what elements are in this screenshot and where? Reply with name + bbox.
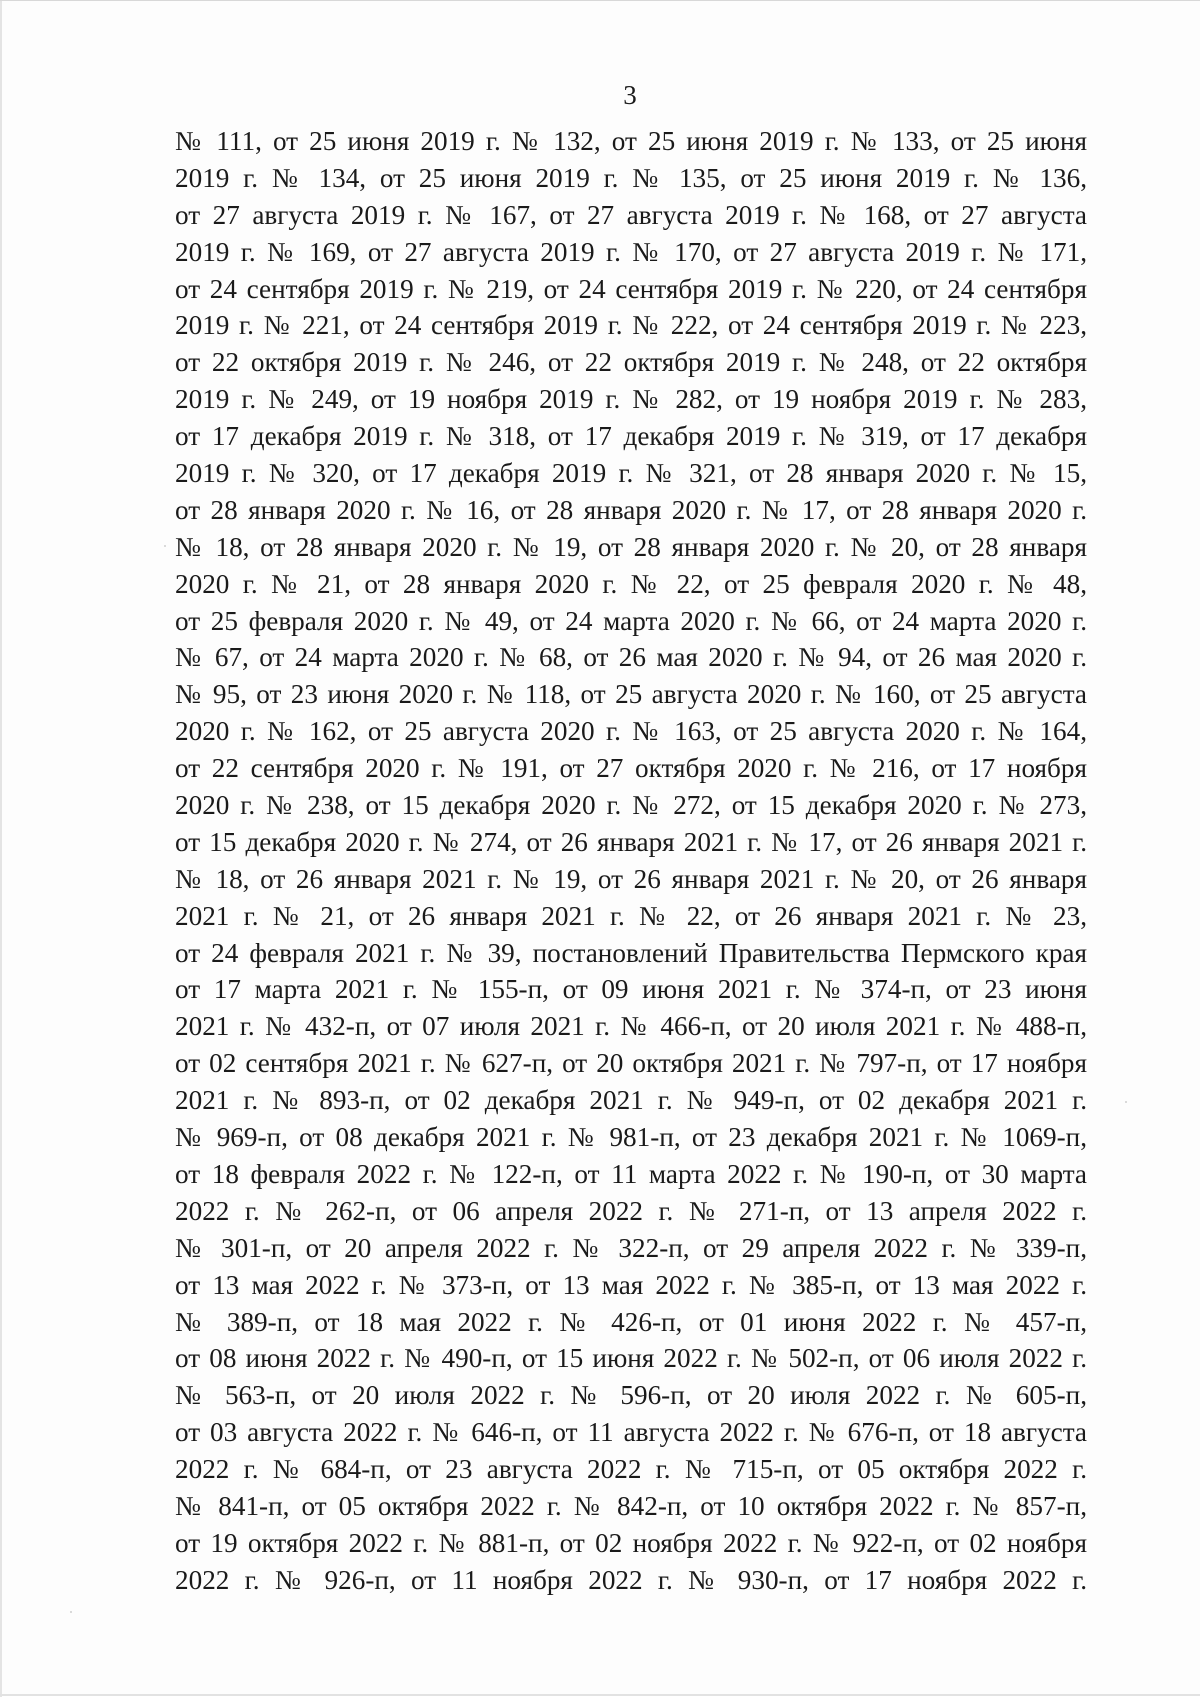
text-line: № 563-п, от 20 июля 2022 г. № 596-п, от 20 июля 2022 г. № 605-п, [175,1380,1087,1411]
scan-speck [164,545,166,547]
text-line: от 02 сентября 2021 г. № 627-п, от 20 октября 2021 г. № 797-п, от 17 ноября [175,1048,1087,1079]
text-line: 2019 г. № 169, от 27 августа 2019 г. № 170, от 27 августа 2019 г. № 171, [175,236,1087,267]
text-line: № 301-п, от 20 апреля 2022 г. № 322-п, от 29 апреля 2022 г. № 339-п, [175,1232,1087,1263]
text-line: № 841-п, от 05 октября 2022 г. № 842-п, от 10 октября 2022 г. № 857-п, [175,1490,1087,1521]
text-line: от 19 октября 2022 г. № 881-п, от 02 ноября 2022 г. № 922-п, от 02 ноября [175,1527,1087,1558]
text-line: 2020 г. № 162, от 25 августа 2020 г. № 163, от 25 августа 2020 г. № 164, [175,716,1087,747]
text-line: от 18 февраля 2022 г. № 122-п, от 11 марта 2022 г. № 190-п, от 30 марта [175,1158,1087,1189]
text-line: 2019 г. № 249, от 19 ноября 2019 г. № 282, от 19 ноября 2019 г. № 283, [175,384,1087,415]
text-line: 2019 г. № 320, от 17 декабря 2019 г. № 321, от 28 января 2020 г. № 15, [175,458,1087,489]
text-line: 2022 г. № 262-п, от 06 апреля 2022 г. № 271-п, от 13 апреля 2022 г. [175,1195,1087,1226]
text-line: от 17 марта 2021 г. № 155-п, от 09 июня 2021 г. № 374-п, от 23 июня [175,974,1087,1005]
document-body [175,123,1087,1599]
text-line: № 969-п, от 08 декабря 2021 г. № 981-п, от 23 декабря 2021 г. № 1069-п, [175,1122,1087,1153]
text-line: от 08 июня 2022 г. № 490-п, от 15 июня 2022 г. № 502-п, от 06 июля 2022 г. [175,1343,1087,1374]
text-line: 2022 г. № 926-п, от 11 ноября 2022 г. № 930-п, от 17 ноября 2022 г. [175,1564,1087,1595]
text-line: № 18, от 26 января 2021 г. № 19, от 26 января 2021 г. № 20, от 26 января [175,863,1087,894]
text-line: от 22 октября 2019 г. № 246, от 22 октября 2019 г. № 248, от 22 октября [175,347,1087,378]
scan-speck [70,1611,72,1613]
text-line: от 13 мая 2022 г. № 373-п, от 13 мая 2022 г. № 385-п, от 13 мая 2022 г. [175,1269,1087,1300]
text-line: от 25 февраля 2020 г. № 49, от 24 марта 2020 г. № 66, от 24 марта 2020 г. [175,605,1087,636]
text-line: № 67, от 24 марта 2020 г. № 68, от 26 мая 2020 г. № 94, от 26 мая 2020 г. [175,642,1087,673]
text-line: 2020 г. № 238, от 15 декабря 2020 г. № 272, от 15 декабря 2020 г. № 273, [175,790,1087,821]
text-line: 2021 г. № 893-п, от 02 декабря 2021 г. № 949-п, от 02 декабря 2021 г. [175,1085,1087,1116]
text-line: 2019 г. № 221, от 24 сентября 2019 г. № 222, от 24 сентября 2019 г. № 223, [175,310,1087,341]
text-line: № 111, от 25 июня 2019 г. № 132, от 25 июня 2019 г. № 133, от 25 июня [175,126,1087,156]
text-line: от 24 сентября 2019 г. № 219, от 24 сентября 2019 г. № 220, от 24 сентября [175,273,1087,304]
text-line: 2022 г. № 684-п, от 23 августа 2022 г. № 715-п, от 05 октября 2022 г. [175,1454,1087,1485]
text-line: № 18, от 28 января 2020 г. № 19, от 28 января 2020 г. № 20, от 28 января [175,531,1087,562]
text-line: от 03 августа 2022 г. № 646-п, от 11 августа 2022 г. № 676-п, от 18 августа [175,1417,1087,1448]
text-line: 2021 г. № 21, от 26 января 2021 г. № 22, от 26 января 2021 г. № 23, [175,900,1087,931]
text-line: 2019 г. № 134, от 25 июня 2019 г. № 135, от 25 июня 2019 г. № 136, [175,162,1087,193]
page-number: 3 [623,80,637,110]
text-line: от 24 февраля 2021 г. № 39, постановлений Правительства Пермского края [175,937,1087,968]
text-line: № 95, от 23 июня 2020 г. № 118, от 25 августа 2020 г. № 160, от 25 августа [175,679,1087,710]
text-line: 2020 г. № 21, от 28 января 2020 г. № 22, от 25 февраля 2020 г. № 48, [175,568,1087,599]
text-line: от 22 сентября 2020 г. № 191, от 27 октября 2020 г. № 216, от 17 ноября [175,753,1087,784]
text-line: от 28 января 2020 г. № 16, от 28 января 2020 г. № 17, от 28 января 2020 г. [175,494,1087,525]
scan-edge-left [0,1,2,1697]
scan-speck [1125,1101,1127,1103]
text-line: от 27 августа 2019 г. № 167, от 27 августа 2019 г. № 168, от 27 августа [175,199,1087,230]
text-line: от 17 декабря 2019 г. № 318, от 17 декабря 2019 г. № 319, от 17 декабря [175,421,1087,452]
text-line: № 389-п, от 18 мая 2022 г. № 426-п, от 01 июня 2022 г. № 457-п, [175,1306,1087,1337]
text-line: от 15 декабря 2020 г. № 274, от 26 января 2021 г. № 17, от 26 января 2021 г. [175,826,1087,857]
text-line: 2021 г. № 432-п, от 07 июля 2021 г. № 466-п, от 20 июля 2021 г. № 488-п, [175,1011,1087,1042]
